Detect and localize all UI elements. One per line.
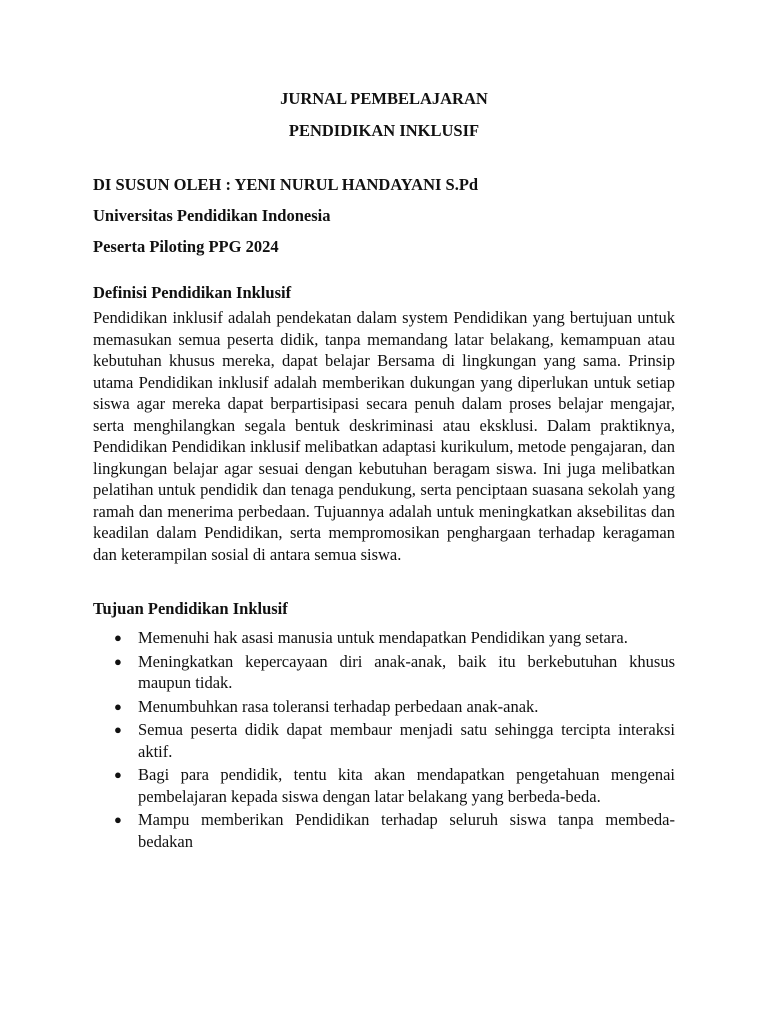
goals-list xyxy=(93,627,675,852)
list-item xyxy=(93,809,675,852)
institution-line: Universitas Pendidikan Indonesia xyxy=(93,206,331,225)
list-item xyxy=(93,696,675,718)
list-item xyxy=(93,651,675,694)
list-item-text: Memenuhi hak asasi manusia untuk mendapatkan Pendidikan yang setara. xyxy=(138,628,628,647)
goals-heading: Tujuan Pendidikan Inklusif xyxy=(93,599,288,618)
author-line: DI SUSUN OLEH : YENI NURUL HANDAYANI S.Pd xyxy=(93,175,479,194)
list-item-text: Semua peserta didik dapat membaur menjadi satu sehingga tercipta interaksi aktif. xyxy=(138,720,675,761)
list-item-text: Meningkatkan kepercayaan diri anak-anak, baik itu berkebutuhan khusus maupun tidak. xyxy=(138,651,675,692)
definition-paragraph: Pendidikan inklusif adalah pendekatan dalam system Pendidikan yang bertujuan untuk memasukan semua peserta didik, tanpa memandang latar belakang, kemampuan atau kebutuhan khusus mereka, dapat belajar Bersama di lingkungan yang sama. Prinsip utama Pendidikan inklusif adalah memberikan dukungan yang diperlukan untuk setiap siswa agar mereka dapat berpartisipasi secara penuh dalam proses belajar mengajar, serta menghilangkan segala bentuk deskriminasi atau eksklusi. Dalam praktiknya, Pendidikan Pendidikan inklusif melibatkan adaptasi kurikulum, metode pengajaran, dan lingkungan belajar agar sesuai dengan kebutuhan beragam siswa. Ini juga melibatkan pelatihan untuk pendidik dan tenaga pendukung, serta penciptaan suasana sekolah yang ramah dan menerima perbedaan. Tujuannya adalah untuk meningkatkan aksebilitas dan keadilan dalam Pendidikan, serta mempromosikan penghargaan terhadap keragaman dan keterampilan sosial di antara semua siswa. xyxy=(93,308,675,564)
bullet-icon: ● xyxy=(114,722,122,737)
document-subtitle: PENDIDIKAN INKLUSIF xyxy=(288,121,480,140)
definition-heading: Definisi Pendidikan Inklusif xyxy=(93,283,292,302)
list-item-text: Mampu memberikan Pendidikan terhadap seluruh siswa tanpa membeda-bedakan xyxy=(138,810,675,851)
bullet-icon: ● xyxy=(114,653,122,669)
bullet-icon: ● xyxy=(114,630,122,645)
bullet-icon: ● xyxy=(114,698,122,714)
list-item xyxy=(93,719,675,762)
document-title: JURNAL PEMBELAJARAN xyxy=(280,89,488,108)
list-item-text: Menumbuhkan rasa toleransi terhadap perbedaan anak-anak. xyxy=(138,696,539,716)
list-item xyxy=(93,764,675,807)
list-item xyxy=(93,627,675,649)
document-page xyxy=(93,86,675,854)
author-block xyxy=(93,175,675,257)
program-line: Peserta Piloting PPG 2024 xyxy=(93,237,279,256)
bullet-icon: ● xyxy=(114,767,122,782)
bullet-icon: ● xyxy=(114,812,122,827)
list-item-text: Bagi para pendidik, tentu kita akan mendapatkan pengetahuan mengenai pembelajaran kepada siswa dengan latar belakang yang berbeda-beda. xyxy=(138,765,675,806)
